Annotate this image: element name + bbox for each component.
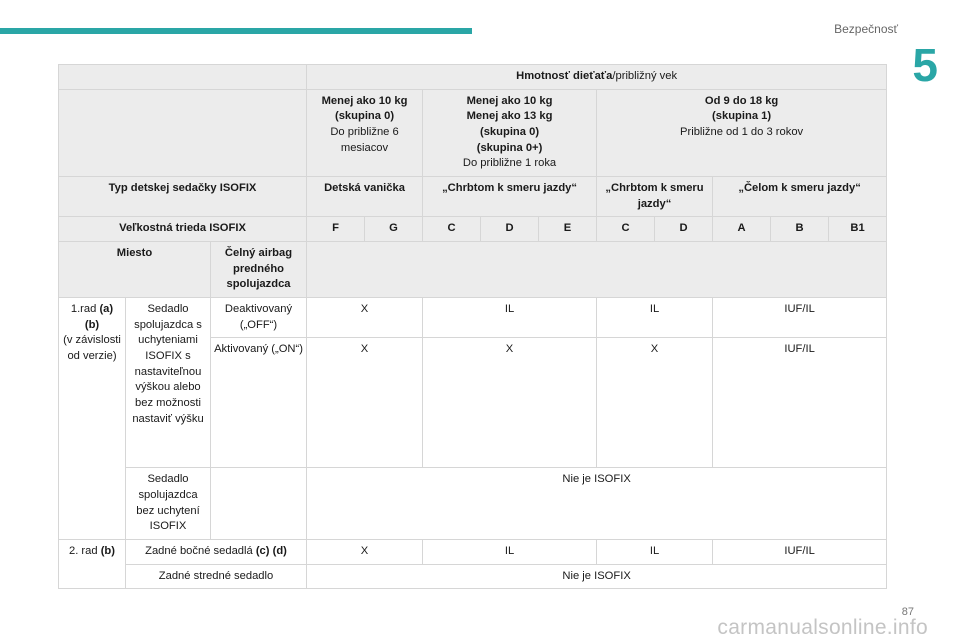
group-0-detail: Do približne 6 mesiacov [330,126,399,154]
rear-center-seat: Zadné stredné sedadlo [126,564,307,589]
rear-side-seats-label: Zadné bočné sedadlá [145,545,256,558]
weight-header-rest: /približný vek [612,70,678,82]
row2-no-isofix: Nie je ISOFIX [307,564,887,589]
on-value-rear2: X [597,338,713,468]
on-value-forward: IUF/IL [713,338,887,468]
row2-label-prefix: 2. rad [68,545,101,558]
row1-note-a: (a) [99,303,114,316]
side-value-carrycot: X [307,540,423,565]
empty-group-label-cell [59,89,307,176]
group-1-header [597,89,887,176]
row2-label [59,540,126,589]
row1-no-isofix: Nie je ISOFIX [307,468,887,540]
group-1-line1: Od 9 do 18 kg [704,94,779,107]
empty-airbag-cell [211,468,307,540]
row1-label [59,298,126,540]
empty-corner-cell [59,65,307,90]
side-value-forward: IUF/IL [713,540,887,565]
row1-version-note: (v závislosti od verzie) [63,334,121,363]
group-0-line1: Menej ako 10 kg [321,94,408,107]
off-value-rear1: IL [423,298,597,338]
weight-header [307,65,887,90]
off-value-carrycot: X [307,298,423,338]
side-value-rear2: IL [597,540,713,565]
size-class-c: C [423,217,481,242]
group-0plus-line2: Menej ako 13 kg [466,110,553,123]
group-0plus-line4: (skupina 0+) [476,141,543,154]
size-class-e: E [539,217,597,242]
size-class-d: D [481,217,539,242]
size-class-d2: D [655,217,713,242]
row1-isofix-seat: Sedadlo spolujazdca s uchyteniami ISOFIX s nastaviteľnou výškou alebo bez možnosti nastaviť výšku [126,298,211,468]
row1-label-prefix: 1.rad [70,303,100,316]
place-header: Miesto [59,242,211,298]
page-number: 87 [901,606,914,618]
size-class-c2: C [597,217,655,242]
row1-note-b: (b) [84,318,100,331]
chapter-number: 5 [912,39,938,91]
group-0plus-line3: (skupina 0) [479,126,540,139]
type-carrycot: Detská vanička [307,177,423,217]
type-row-label: Typ detskej sedačky ISOFIX [59,177,307,217]
group-1-line2: (skupina 1) [712,110,772,123]
size-class-b1: B1 [829,217,887,242]
group-0plus-header [423,89,597,176]
airbag-header: Čelný airbag predného spolujazdca [211,242,307,298]
airbag-on-label: Aktivovaný („ON“) [211,338,307,468]
type-rear-facing-2: „Chrbtom k smeru jazdy“ [597,177,713,217]
on-value-carrycot: X [307,338,423,468]
size-class-f: F [307,217,365,242]
top-accent-bar [0,28,472,34]
on-value-rear1: X [423,338,597,468]
type-rear-facing-1: „Chrbtom k smeru jazdy“ [423,177,597,217]
off-value-rear2: IL [597,298,713,338]
footer-watermark: carmanualsonline.info [717,616,928,639]
size-class-a: A [713,217,771,242]
rear-side-seats-notes: (c) (d) [255,545,287,558]
group-0-header [307,89,423,176]
group-0plus-line1: Menej ako 10 kg [466,94,553,107]
empty-place-values [307,242,887,298]
row1-non-isofix-seat: Sedadlo spolujazdca bez uchytení ISOFIX [126,468,211,540]
group-1-detail: Približne od 1 do 3 rokov [680,126,804,139]
type-forward-facing: „Čelom k smeru jazdy“ [713,177,887,217]
size-class-b: B [771,217,829,242]
group-0plus-detail: Do približne 1 roka [462,157,557,170]
weight-header-bold: Hmotnosť dieťaťa [516,70,613,82]
off-value-forward: IUF/IL [713,298,887,338]
airbag-off-label: Deaktivovaný („OFF“) [211,298,307,338]
rear-side-seats [126,540,307,565]
isofix-seat-table [58,64,887,589]
size-row-label: Veľkostná trieda ISOFIX [59,217,307,242]
size-class-g: G [365,217,423,242]
section-title: Bezpečnosť [834,22,898,36]
side-value-rear1: IL [423,540,597,565]
group-0-line2: (skupina 0) [334,110,395,123]
row2-note-b: (b) [100,545,115,558]
